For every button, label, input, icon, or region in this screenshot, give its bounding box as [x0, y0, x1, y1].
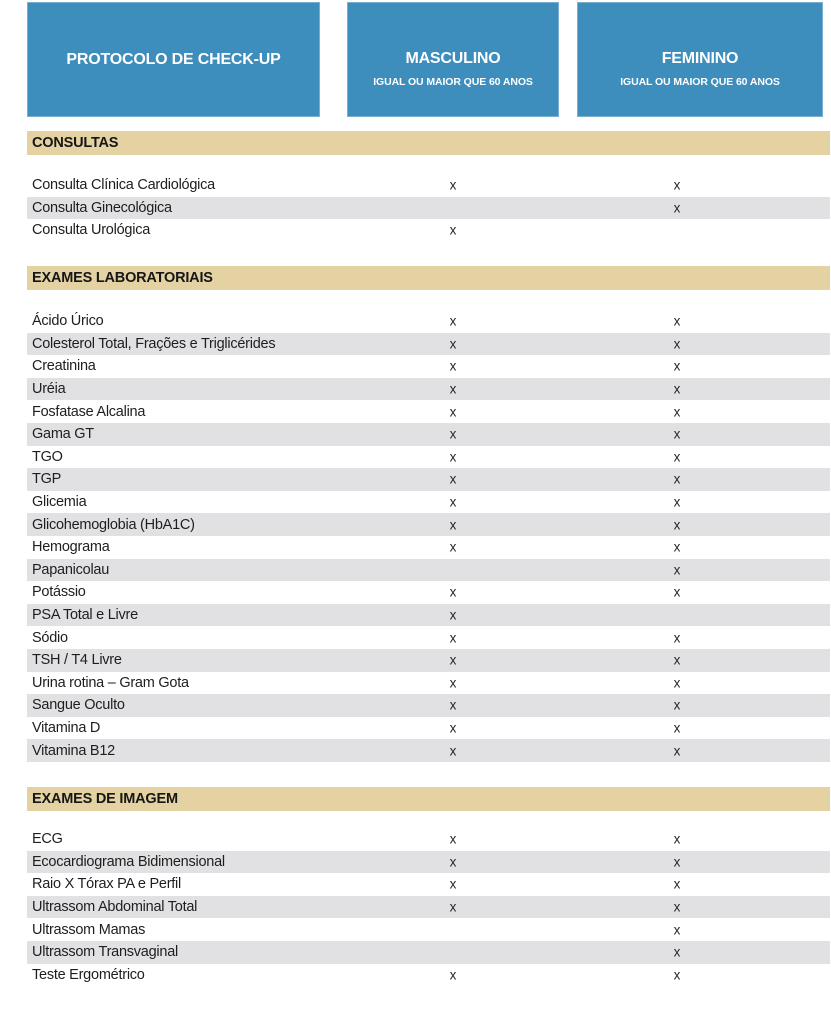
- masculino-check-mark: x: [449, 494, 457, 510]
- exam-label: Uréia: [32, 381, 66, 398]
- exam-label: Vitamina B12: [32, 742, 115, 759]
- feminino-check-mark: x: [673, 336, 681, 352]
- masculino-check-mark: x: [449, 967, 457, 983]
- feminino-subtitle: IGUAL OU MAIOR QUE 60 ANOS: [620, 76, 780, 88]
- masculino-check-mark: x: [449, 471, 457, 487]
- feminino-check-mark: x: [673, 449, 681, 465]
- feminino-check-mark: x: [673, 743, 681, 759]
- masculino-check-mark: x: [449, 697, 457, 713]
- masculino-header-box: [347, 2, 559, 117]
- table-row: [27, 559, 830, 582]
- masculino-check-mark: x: [449, 539, 457, 555]
- exam-label: Ácido Úrico: [32, 313, 104, 330]
- feminino-check-mark: x: [673, 381, 681, 397]
- exam-label: Consulta Urológica: [32, 222, 151, 239]
- feminino-check-mark: x: [673, 584, 681, 600]
- feminino-check-mark: x: [673, 177, 681, 193]
- masculino-check-mark: x: [449, 404, 457, 420]
- exam-label: Ultrassom Transvaginal: [32, 944, 178, 961]
- table-row: [27, 649, 830, 672]
- table-row: [27, 828, 830, 851]
- exam-label: TSH / T4 Livre: [32, 652, 122, 669]
- feminino-check-mark: x: [673, 494, 681, 510]
- exam-label: TGO: [32, 448, 63, 465]
- exam-label: Hemograma: [32, 539, 110, 556]
- table-row: [27, 310, 830, 333]
- feminino-check-mark: x: [673, 358, 681, 374]
- exam-label: Consulta Ginecológica: [32, 199, 172, 216]
- feminino-check-mark: x: [673, 967, 681, 983]
- feminino-check-mark: x: [673, 675, 681, 691]
- exam-label: TGP: [32, 471, 62, 488]
- table-row: [27, 604, 830, 627]
- table-row: [27, 672, 830, 695]
- table-row: [27, 355, 830, 378]
- exam-label: Teste Ergométrico: [32, 966, 145, 983]
- exam-label: Glicemia: [32, 494, 87, 511]
- table-row: [27, 739, 830, 762]
- feminino-check-mark: x: [673, 313, 681, 329]
- table-row: [27, 581, 830, 604]
- table-row: [27, 378, 830, 401]
- table-row: [27, 896, 830, 919]
- table-row: [27, 174, 830, 197]
- masculino-check-mark: x: [449, 675, 457, 691]
- exam-label: Consulta Clínica Cardiológica: [32, 177, 215, 194]
- table-row: [27, 491, 830, 514]
- exam-label: Ultrassom Mamas: [32, 921, 146, 938]
- feminino-check-mark: x: [673, 922, 681, 938]
- table-header: [27, 2, 823, 117]
- exam-label: Raio X Tórax PA e Perfil: [32, 876, 182, 893]
- exam-label: Glicohemoglobia (HbA1C): [32, 516, 195, 533]
- masculino-check-mark: x: [449, 313, 457, 329]
- masculino-check-mark: x: [449, 854, 457, 870]
- feminino-check-mark: x: [673, 854, 681, 870]
- exam-label: Papanicolau: [32, 561, 110, 578]
- table-row: [27, 197, 830, 220]
- masculino-check-mark: x: [449, 177, 457, 193]
- table-row: [27, 964, 830, 987]
- feminino-check-mark: x: [673, 200, 681, 216]
- table-row: [27, 400, 830, 423]
- table-row: [27, 333, 830, 356]
- table-row: [27, 423, 830, 446]
- exam-label: Fosfatase Alcalina: [32, 403, 146, 420]
- exam-label: Sangue Oculto: [32, 697, 125, 714]
- table-row: [27, 219, 830, 242]
- masculino-check-mark: x: [449, 584, 457, 600]
- feminino-check-mark: x: [673, 471, 681, 487]
- masculino-title: MASCULINO: [405, 50, 501, 67]
- feminino-check-mark: x: [673, 630, 681, 646]
- feminino-check-mark: x: [673, 539, 681, 555]
- masculino-check-mark: x: [449, 831, 457, 847]
- masculino-check-mark: x: [449, 336, 457, 352]
- feminino-check-mark: x: [673, 831, 681, 847]
- masculino-check-mark: x: [449, 743, 457, 759]
- feminino-check-mark: x: [673, 652, 681, 668]
- feminino-check-mark: x: [673, 517, 681, 533]
- exam-label: Urina rotina – Gram Gota: [32, 674, 189, 691]
- feminino-check-mark: x: [673, 944, 681, 960]
- table-row: [27, 941, 830, 964]
- protocol-title: PROTOCOLO DE CHECK-UP: [66, 50, 281, 68]
- exam-label: PSA Total e Livre: [32, 607, 138, 624]
- masculino-check-mark: x: [449, 607, 457, 623]
- table-row: [27, 446, 830, 469]
- protocol-header-box: [27, 2, 320, 117]
- masculino-check-mark: x: [449, 720, 457, 736]
- masculino-check-mark: x: [449, 652, 457, 668]
- masculino-check-mark: x: [449, 517, 457, 533]
- exam-label: Sódio: [32, 629, 68, 646]
- masculino-check-mark: x: [449, 381, 457, 397]
- table-row: [27, 468, 830, 491]
- feminino-check-mark: x: [673, 404, 681, 420]
- feminino-check-mark: x: [673, 562, 681, 578]
- feminino-check-mark: x: [673, 876, 681, 892]
- masculino-subtitle: IGUAL OU MAIOR QUE 60 ANOS: [373, 76, 533, 88]
- section-header-consultas: CONSULTAS: [27, 131, 830, 155]
- table-row: [27, 536, 830, 559]
- exam-label: Ultrassom Abdominal Total: [32, 899, 198, 916]
- exam-label: Vitamina D: [32, 720, 101, 737]
- exam-label: Colesterol Total, Frações e Triglicérides: [32, 335, 276, 352]
- feminino-check-mark: x: [673, 426, 681, 442]
- table-row: [27, 873, 830, 896]
- masculino-check-mark: x: [449, 899, 457, 915]
- table-row: [27, 694, 830, 717]
- masculino-check-mark: x: [449, 876, 457, 892]
- feminino-check-mark: x: [673, 720, 681, 736]
- exam-label: Ecocardiograma Bidimensional: [32, 853, 225, 870]
- masculino-check-mark: x: [449, 222, 457, 238]
- feminino-header-box: [577, 2, 823, 117]
- exam-label: Gama GT: [32, 426, 94, 443]
- exam-label: Potássio: [32, 584, 86, 601]
- table-row: [27, 626, 830, 649]
- section-header-exames-de-imagem: EXAMES DE IMAGEM: [27, 787, 830, 811]
- feminino-check-mark: x: [673, 697, 681, 713]
- masculino-check-mark: x: [449, 630, 457, 646]
- table-row: [27, 918, 830, 941]
- masculino-check-mark: x: [449, 358, 457, 374]
- section-header-exames-laboratoriais: EXAMES LABORATORIAIS: [27, 266, 830, 290]
- feminino-check-mark: x: [673, 899, 681, 915]
- masculino-check-mark: x: [449, 449, 457, 465]
- table-row: [27, 717, 830, 740]
- exam-label: ECG: [32, 831, 63, 848]
- exam-label: Creatinina: [32, 358, 96, 375]
- table-row: [27, 851, 830, 874]
- feminino-title: FEMININO: [661, 50, 739, 67]
- masculino-check-mark: x: [449, 426, 457, 442]
- table-row: [27, 513, 830, 536]
